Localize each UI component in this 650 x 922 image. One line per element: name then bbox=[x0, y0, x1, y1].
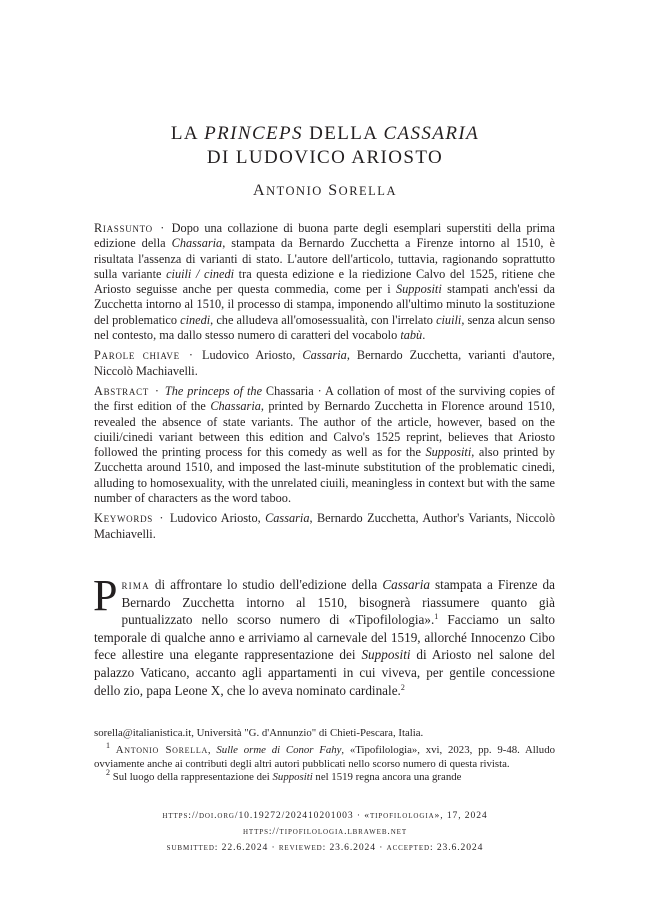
author-last-rest: ORELLA bbox=[338, 184, 397, 198]
author-affiliation: sorella@italianistica.it, Università "G. d'Annunzio" di Chieti-Pescara, Italia. bbox=[94, 727, 424, 739]
abstract-text: · A collation of most of the surviving copies of the first edition of the bbox=[94, 383, 555, 414]
riassunto-text: stampati anch'essi da Zucchetta intorno al 1510, il processo di stampa, imponendo all'ultimo minuto la sostituzione del problematico bbox=[94, 282, 555, 327]
footnote-2 bbox=[94, 768, 555, 784]
footnote-text: Sul luogo della rappresentazione dei bbox=[112, 771, 273, 784]
title-italic-cassaria: CASSARIA bbox=[383, 123, 480, 144]
riassunto-italic: ciuili bbox=[436, 312, 462, 327]
riassunto-italic: cinedi bbox=[180, 312, 211, 327]
author-initial: A bbox=[253, 182, 267, 199]
footnotes bbox=[94, 727, 555, 785]
abstract-block bbox=[94, 221, 555, 542]
title-block bbox=[0, 122, 650, 200]
footnote-text: , «Tipofilologia», xvi, 2023, pp. 9-48. Alludo ovviamente anche ai contributi degli altri autori pubblicati nello scorso numero di questa rivista. bbox=[94, 744, 555, 770]
abstract-text: , also printed by Zucchetta around 1510, and imposed the last-minute substitution of the problematic cinedi, alluding to homosexuality, with the unrelated ciuili, meaningless in context but with the same number of characters as the word taboo. bbox=[94, 445, 555, 506]
abstract-italic: Chassaria bbox=[210, 399, 261, 414]
footnote-text: nel 1519 regna ancora una grande bbox=[312, 771, 462, 784]
body-text-run: Facciamo un salto temporale di qualche anno e arriviamo al carnevale del 1519, allorché Innocenzo Cibo fece allestire una elegante rappresentazione dei bbox=[94, 612, 555, 663]
body-italic: Cassaria bbox=[382, 577, 430, 592]
title-text: LA bbox=[170, 123, 205, 144]
author-first-rest: NTONIO bbox=[266, 184, 323, 198]
article-title-line-2: DI LUDOVICO ARIOSTO bbox=[206, 147, 444, 168]
separator: · bbox=[159, 511, 164, 526]
riassunto-label: Riassunto bbox=[94, 221, 153, 235]
parole-chiave-paragraph bbox=[94, 348, 555, 379]
title-text: DELLA bbox=[302, 123, 384, 144]
footnote-number: 1 bbox=[106, 741, 110, 751]
author-name bbox=[0, 182, 650, 200]
title-italic-princeps: PRINCEPS bbox=[204, 123, 303, 144]
riassunto-paragraph bbox=[94, 221, 555, 343]
drop-cap: P bbox=[93, 571, 118, 620]
riassunto-italic: Suppositi bbox=[395, 282, 442, 297]
riassunto-italic: Chassaria bbox=[171, 236, 223, 251]
riassunto-text: . bbox=[422, 328, 426, 343]
footnote-1 bbox=[94, 741, 555, 771]
abstract-italic: of the bbox=[233, 383, 263, 398]
bottom-metadata bbox=[0, 808, 650, 856]
keywords-text: , Bernardo Zucchetta, Author's Variants, Niccolò Machiavelli. bbox=[94, 511, 555, 541]
abstract-label: Abstract bbox=[94, 383, 149, 398]
keywords-text: , Bernardo Zucchetta, varianti d'autore, Niccolò Machiavelli. bbox=[94, 348, 555, 378]
separator: · bbox=[188, 348, 193, 363]
abstract-text: , printed by Bernardo Zucchetta in Florence around 1510, revealed the absence of state variants. The author of the article, however, based on the ciuili/cinedi variant between this edition and Calvo's 1525 reprint, believes that Ariosto followed the printing process for this comedy as well as for the bbox=[94, 399, 555, 460]
footnote-text: , bbox=[207, 744, 217, 757]
riassunto-text: Dopo una collazione di buona parte degli esemplari superstiti della prima edizione della bbox=[94, 221, 556, 251]
riassunto-italic: tabù bbox=[400, 328, 423, 343]
riassunto-text: , stampata da Bernardo Zucchetta a Firenze intorno al 1510, è risultata l'assenza di varianti di stato. L'autore dell'articolo, tuttavia, ragionando soprattutto sulla variante bbox=[94, 236, 555, 281]
body-text-run: di Ariosto nel salone del palazzo Vaticano, accanto agli appartamenti in cui viveva, per gentile concessione dello zio, papa Leone X, che lo aveva nominato cardinale. bbox=[94, 647, 555, 698]
footnote-ref[interactable]: 1 bbox=[434, 612, 439, 622]
abstract-italic: Suppositi bbox=[425, 445, 472, 460]
riassunto-text: tra questa edizione e la riedizione Calvo del 1525, ritiene che Ariosto seguisse anche per questa commedia, come per i bbox=[94, 266, 555, 297]
body-italic: Suppositi bbox=[361, 647, 411, 663]
separator: · bbox=[160, 221, 165, 235]
body-text bbox=[93, 571, 555, 699]
footnote-italic: Sulle orme di Conor Fahy bbox=[216, 744, 342, 757]
body-paragraph bbox=[93, 571, 555, 699]
separator: · bbox=[154, 383, 160, 398]
riassunto-text: , senza alcun senso nel contesto, ma dallo stesso numero di caratteri del vocabolo bbox=[94, 312, 555, 343]
submission-dates: submitted: 22.6.2024 · reviewed: 23.6.2024 · accepted: 23.6.2024 bbox=[166, 842, 484, 853]
keywords-text: Ludovico Ariosto, bbox=[201, 348, 303, 363]
journal-url[interactable]: https://tipofilologia.lbraweb.net bbox=[242, 826, 408, 837]
footnote-ref[interactable]: 2 bbox=[400, 682, 405, 692]
parole-chiave-label: Parole chiave bbox=[94, 348, 180, 363]
body-text-run: di affrontare lo studio dell'edizione della bbox=[149, 577, 383, 592]
keywords-italic: Cassaria bbox=[265, 511, 310, 526]
footnote-italic: Suppositi bbox=[272, 771, 313, 784]
doi-line[interactable]: https://doi.org/10.19272/202410201003 · «tipofilologia», 17, 2024 bbox=[162, 810, 488, 821]
abstract-paragraph bbox=[94, 384, 555, 506]
abstract-italic: The princeps bbox=[164, 383, 234, 398]
riassunto-text: , che alludeva all'omosessualità, con l'irrelato bbox=[210, 312, 437, 327]
keywords-label: Keywords bbox=[94, 511, 153, 526]
opening-word: rima bbox=[121, 577, 150, 592]
author-initial: S bbox=[328, 182, 339, 199]
abstract-text: Chassaria bbox=[262, 383, 314, 398]
keywords-text: Ludovico Ariosto, bbox=[169, 511, 266, 526]
keywords-italic: Cassaria bbox=[302, 348, 347, 363]
footnote-number: 2 bbox=[106, 768, 110, 778]
article-title-line-1 bbox=[0, 122, 650, 146]
footnote-author: Antonio Sorella bbox=[115, 744, 208, 757]
keywords-paragraph bbox=[94, 511, 555, 542]
body-text-run: stampata a Firenze da Bernardo Zucchetta intorno al 1510, bisognerà riassumere quanto già puntualizzato nello scorso numero di «Tipofilologia». bbox=[121, 577, 555, 628]
riassunto-italic: ciuili / cinedi bbox=[166, 266, 235, 281]
